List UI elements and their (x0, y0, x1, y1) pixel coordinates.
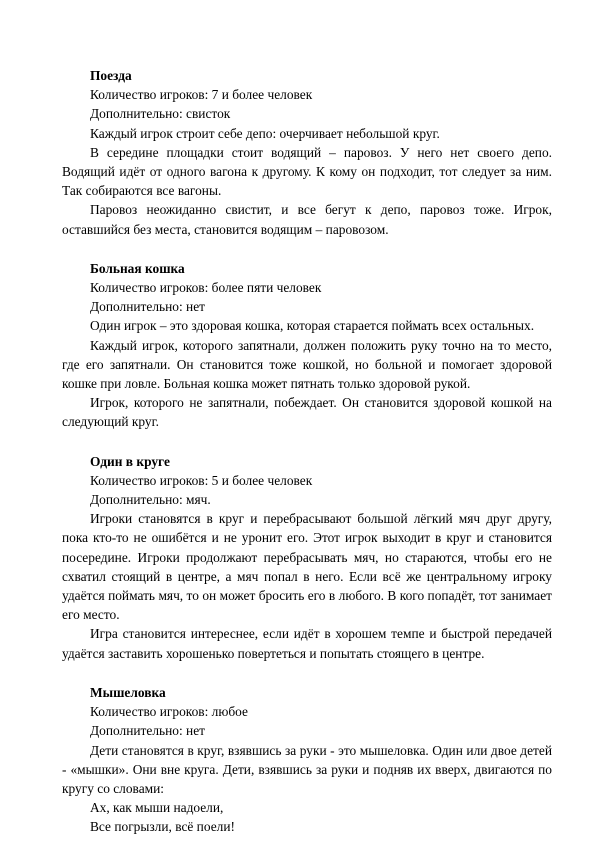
game-section-mousetrap (62, 683, 552, 837)
game-section-trains (62, 66, 552, 239)
verse-line: Ах, как мыши надоели, (90, 800, 224, 816)
game-section-one-in-circle (62, 452, 552, 663)
document-page (62, 66, 552, 837)
players-count: Количество игроков: 7 и более человек (90, 87, 313, 103)
paragraph: Каждый игрок, которого запятнали, должен положить руку точно на то место, где его запятнали. Он становится тоже кошкой, но больной и помогает здоровой кошке при ловле. Больная кошка может пятнать только здоровой рукой. (62, 337, 552, 392)
players-count: Количество игроков: более пяти человек (90, 280, 322, 296)
paragraph: Игра становится интереснее, если идёт в хорошем темпе и быстрой передачей удаётся заставить хорошенько повертеться и попытать стоящего в центре. (62, 626, 552, 661)
extra-equipment: Дополнительно: свисток (90, 106, 231, 122)
game-title: Больная кошка (90, 260, 185, 276)
paragraph: В середине площадки стоит водящий – паровоз. У него нет своего депо. Водящий идёт от одного вагона к другому. К кому он подходит, тот следует за ним. Так собираются все вагоны. (62, 144, 552, 199)
game-title: Поезда (90, 68, 132, 83)
paragraph: Каждый игрок строит себе депо: очерчивает небольшой круг. (90, 125, 440, 141)
paragraph: Один игрок – это здоровая кошка, которая старается поймать всех остальных. (90, 318, 535, 334)
extra-equipment: Дополнительно: нет (90, 299, 206, 315)
game-title: Мышеловка (90, 684, 166, 700)
game-section-sick-cat (62, 259, 552, 432)
game-title: Один в круге (90, 453, 170, 469)
paragraph: Игроки становятся в круг и перебрасывают большой лёгкий мяч друг другу, пока кто-то не ошибётся и не уронит его. Этот игрок выходит в круг и становится посередине. Игроки продолжают перебрасывать мяч, но стараются, чтобы его не схватил стоящий в центре, а мяч попал в него. Если всё же центральному игроку удаётся поймать мяч, то он может бросить его в любого. В кого попадёт, тот занимает его место. (62, 511, 552, 623)
players-count: Количество игроков: 5 и более человек (90, 472, 313, 488)
verse-line: Все погрызли, всё поели! (90, 819, 235, 835)
extra-equipment: Дополнительно: мяч. (90, 492, 211, 508)
paragraph: Дети становятся в круг, взявшись за руки - это мышеловка. Один или двое детей - «мышки». Они вне круга. Дети, взявшись за руки и подняв их вверх, двигаются по кругу со словами: (62, 742, 552, 796)
extra-equipment: Дополнительно: нет (90, 723, 206, 739)
paragraph: Игрок, которого не запятнали, побеждает. Он становится здоровой кошкой на следующий круг. (62, 395, 552, 430)
paragraph: Паровоз неожиданно свистит, и все бегут к депо, паровоз тоже. Игрок, оставшийся без места, становится водящим – паровозом. (62, 202, 552, 237)
players-count: Количество игроков: любое (90, 704, 248, 720)
